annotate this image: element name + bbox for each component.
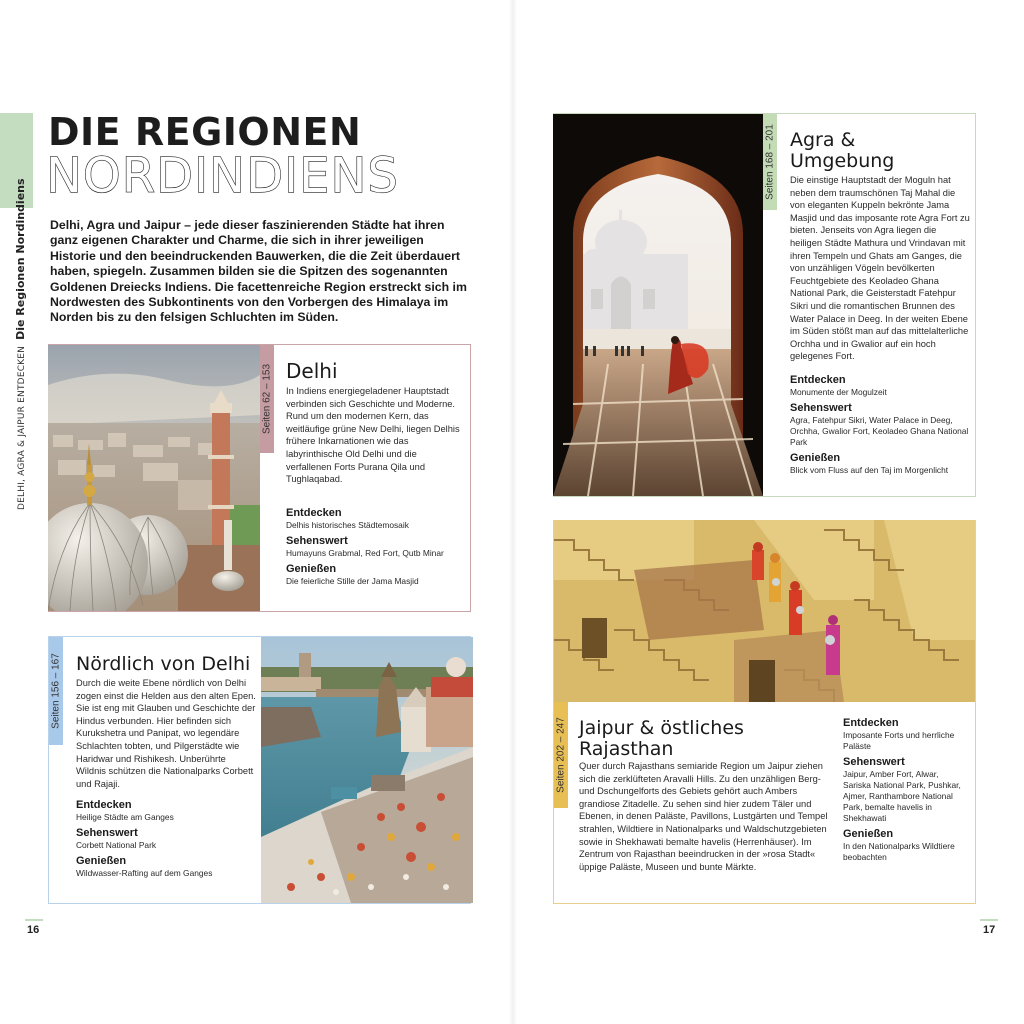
fact-label-sights: Sehenswert: [843, 756, 905, 768]
fact-value-enjoy: Die feierliche Stille der Jama Masjid: [286, 576, 419, 586]
page-number-left: 16: [27, 924, 40, 936]
region-facts: [76, 799, 258, 879]
fact-label-enjoy: Genießen: [790, 452, 841, 464]
fact-value-enjoy: In den Nationalparks Wildtiere beobachten: [843, 841, 955, 862]
fact-value-sights: Humayuns Grabmal, Red Fort, Qutb Minar: [286, 548, 444, 558]
fact-label-discover: Entdecken: [843, 717, 899, 729]
fact-value-sights: Corbett National Park: [76, 840, 157, 850]
page-range-tab: [554, 702, 568, 808]
haridwar-ghats-photo-illustration: [261, 637, 473, 903]
page-number-right: 17: [983, 924, 996, 936]
fact-value-enjoy: Blick vom Fluss auf den Taj im Morgenlicht: [790, 465, 949, 475]
page-range-tab: [260, 345, 274, 453]
stepwell-photo-illustration: [554, 520, 975, 702]
page-range-label: Seiten 62 – 153: [261, 363, 273, 435]
folio-rule-left: [25, 919, 43, 921]
fact-label-discover: Entdecken: [790, 374, 846, 386]
page-range-label: Seiten 168 – 201: [764, 124, 776, 200]
fact-label-enjoy: Genießen: [76, 855, 127, 867]
page-range-label: Seiten 202 – 247: [555, 717, 567, 793]
region-description: Quer durch Rajasthans semiaride Region um Jaipur ziehen sich die zerklüfteten Aravalli Hills. Zu den unzähligen Berg- und Dschungelforts des Gebiets gehört auch Ambers grandiose Zitadelle. Zu sehen sind hier zudem Täler und Ebenen, in denen Paläste, Pavillons, Lustgärten und Tempel strahlen, Wildtiere in Nationalparks und Waldschutzgebieten sowie in Shekhawati bemalte havelis (Herrenhäuser). Im Zentrum von Rajasthan beeindrucken in der »rosa Stadt« üppige Paläste, Museen und bunte Märkte.: [579, 761, 828, 872]
page-range-tab: [49, 637, 63, 745]
running-section: DELHI, AGRA & JAIPUR ENTDECKEN: [17, 345, 27, 510]
delhi-photo: [48, 345, 260, 611]
fact-value-sights: Agra, Fatehpur Sikri, Water Palace in Deeg, Orchha, Gwalior Fort, Keoladeo Ghana National Park: [790, 415, 969, 447]
fact-label-sights: Sehenswert: [76, 827, 138, 839]
page-gutter: [509, 0, 517, 1024]
fact-value-sights: Jaipur, Amber Fort, Alwar, Sariska National Park, Pushkar, Ajmer, Ranthambore National Park, bemalte havelis in Shekhawati: [843, 769, 961, 823]
intro-paragraph: Delhi, Agra und Jaipur – jede dieser faszinierenden Städte hat ihren ganz eigenen Charakter und Charme, die sich in ihrer jeweiligen Historie und den beeindruckenden Bauwerken, die die Zeit überdauert haben, spiegeln. Zusammen bilden sie die Spitzen des sogenannten Goldenen Dreiecks Indiens. Die facettenreiche Region erstreckt sich im Nordwesten des Subkontinents von den Vorbergen des Himalaya im Norden bis zu den felsigen Schluchten im Süden.: [50, 218, 467, 325]
fact-label-discover: Entdecken: [286, 507, 342, 519]
region-facts: [790, 374, 970, 476]
region-title: Delhi: [286, 359, 338, 383]
region-card-delhi: [48, 344, 471, 612]
fact-label-enjoy: Genießen: [286, 563, 337, 575]
page-title-line-1: DIE REGIONEN: [48, 110, 362, 154]
page-range-tab: [763, 114, 777, 210]
haridwar-photo: [261, 637, 473, 903]
region-card-agra: [553, 113, 976, 497]
region-facts: [843, 717, 968, 863]
fact-value-discover: Monumente der Mogulzeit: [790, 387, 887, 397]
region-card-jaipur: [553, 520, 976, 904]
fact-value-discover: Imposante Forts und herrliche Paläste: [843, 730, 955, 751]
region-description: In Indiens energiegeladener Hauptstadt verbinden sich Geschichte und Moderne. Rund um den modernen Kern, das weitläufige grüne New Delhi, liegen Delhis frühere Inkarnationen wie das labyrinthische Old Delhi und die verfallenen Forts Purana Qila und Tughlaqabad.: [286, 386, 460, 485]
agra-photo: [553, 114, 763, 496]
region-card-north-of-delhi: [48, 636, 471, 904]
region-description: Die einstige Hauptstadt der Moguln hat neben dem traumschönen Taj Mahal die von eleganten Kuppeln bekrönte Jama Masjid und das imposante rote Agra Fort zu bieten. Jenseits von Agra liegen die heiligen Städte Mathura und Vrindavan mit ihren Tempeln und Ghats am Ganges, die von unzähligen Vögeln bevölkerten Feuchtgebiete des Keoladeo Ghana National Park, die Geisterstadt Fatehpur Sikri und die romantischen Brunnen des Water Palace in Deeg. In der weiten Ebene im Süden stößt man auf das mittelalterliche Orchha und in Gwalior auf ein hoch gelegenes Fort.: [790, 175, 970, 362]
fact-label-enjoy: Genießen: [843, 828, 894, 840]
folio-rule-right: [980, 919, 998, 921]
page-range-label: Seiten 156 – 167: [50, 653, 62, 729]
region-description: Durch die weite Ebene nördlich von Delhi zogen einst die Helden aus den alten Epen. Sie ist eng mit Glauben und Geschichte der Hindus verbunden. Hier befinden sich Kurukshetra und Panipat, wo legendäre Schlachten tobten, und Pilgerstädte wie Haridwar und Rishikesh. Unberührte Wildnis schützen die Nationalparks Corbett und Rajaji.: [76, 678, 256, 789]
region-title: Agra & Umgebung: [790, 129, 895, 172]
jaipur-photo: [554, 520, 975, 702]
running-title: Die Regionen Nordindiens: [14, 178, 27, 340]
fact-value-discover: Delhis historisches Städtemosaik: [286, 520, 409, 530]
fact-value-discover: Heilige Städte am Ganges: [76, 812, 174, 822]
running-header: [14, 178, 38, 510]
region-title: Jaipur & östliches Rajasthan: [579, 717, 744, 760]
page-title-line-2: [46, 148, 399, 204]
jama-masjid-photo-illustration: [48, 345, 260, 611]
fact-label-sights: Sehenswert: [790, 402, 852, 414]
region-title: Nördlich von Delhi: [76, 653, 251, 675]
taj-mahal-photo-illustration: [553, 114, 763, 496]
fact-value-enjoy: Wildwasser-Rafting auf dem Ganges: [76, 868, 213, 878]
region-facts: [286, 507, 466, 587]
page-title-line-2-text: NORDINDIENS: [46, 148, 399, 204]
fact-label-discover: Entdecken: [76, 799, 132, 811]
fact-label-sights: Sehenswert: [286, 535, 348, 547]
